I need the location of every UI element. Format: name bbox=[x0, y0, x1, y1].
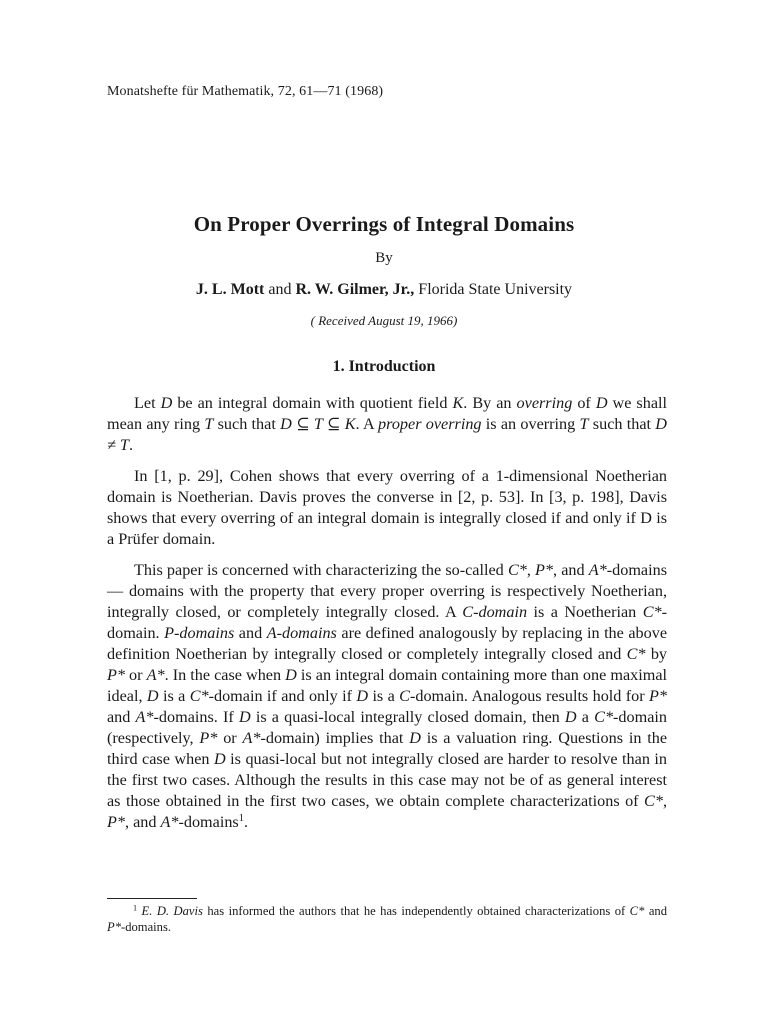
journal-citation: Monatshefte für Mathematik, 72, 61—71 (1968) bbox=[107, 84, 384, 99]
by-line: By bbox=[375, 250, 393, 266]
paragraph-1: Let D be an integral domain with quotient field K. By an overring of D we shall mean any ring T such that D ⊆ T ⊆ K. A proper overring is an overring T such that D ≠ T. bbox=[107, 394, 667, 454]
section-heading: 1. Introduction bbox=[332, 358, 436, 375]
term-overring: overring bbox=[516, 394, 573, 412]
footnote: $^1$ E. D. Davis has informed the authors that he has independently obtained characterizations of C* and P*-domains. bbox=[107, 903, 667, 934]
footnote-person: E. D. Davis bbox=[141, 904, 203, 918]
paper-title: On Proper Overrings of Integral Domains bbox=[193, 212, 575, 236]
footnote-number: 1 bbox=[133, 903, 138, 913]
affiliation: Florida State University bbox=[414, 281, 573, 298]
received-date: ( Received August 19, 1966) bbox=[310, 313, 458, 328]
author-gilmer: R. W. Gilmer, Jr., bbox=[295, 281, 415, 298]
author-mott: J. L. Mott bbox=[195, 281, 265, 298]
author-conjunction: and bbox=[264, 281, 296, 298]
paragraph-3: This paper is concerned with characterizing the so-called C*, P*, and A*-domains — domains with the property that every proper overring is respectively Noetherian, integrally closed, or completely integrally closed. A C-domain is a Noetherian C*-domain. P-domains and A-domains are defined analogously by replacing in the above definition Noetherian by integrally closed or completely integrally closed and C* by P* or A*. In the case when D is an integral domain containing more than one maximal ideal, D is a C*-domain if and only if D is a C-domain. Analogous results hold for P* and A*-domains. If D is a quasi-local integrally closed domain, then D a C*-domain (respectively, P* or A*-domain) implies that D is a valuation ring. Questions in the third case when D is quasi-local but not integrally closed are harder to resolve than in the first two cases. Although the results in this case may not be of as general interest as those obtained in the first two cases, we obtain complete characterizations of C*, P*, and A*-domains$^1$. bbox=[107, 561, 668, 831]
term-proper-overring: proper overring bbox=[378, 415, 482, 433]
author-line bbox=[0, 281, 768, 299]
inclusion-relation: D ⊆ T ⊆ K bbox=[280, 415, 356, 433]
footnote-marker[interactable]: 1 bbox=[238, 813, 244, 825]
body-text bbox=[107, 393, 667, 843]
inequality-relation: D ≠ T bbox=[107, 415, 667, 454]
footnote-divider bbox=[107, 898, 197, 899]
paragraph-2: In [1, p. 29], Cohen shows that every overring of a 1-dimensional Noetherian domain is Noetherian. Davis proves the converse in [2, p. 53]. In [3, p. 198], Davis shows that every overring of an integral domain is integrally closed if and only if D is a Prüfer domain. bbox=[107, 467, 667, 548]
